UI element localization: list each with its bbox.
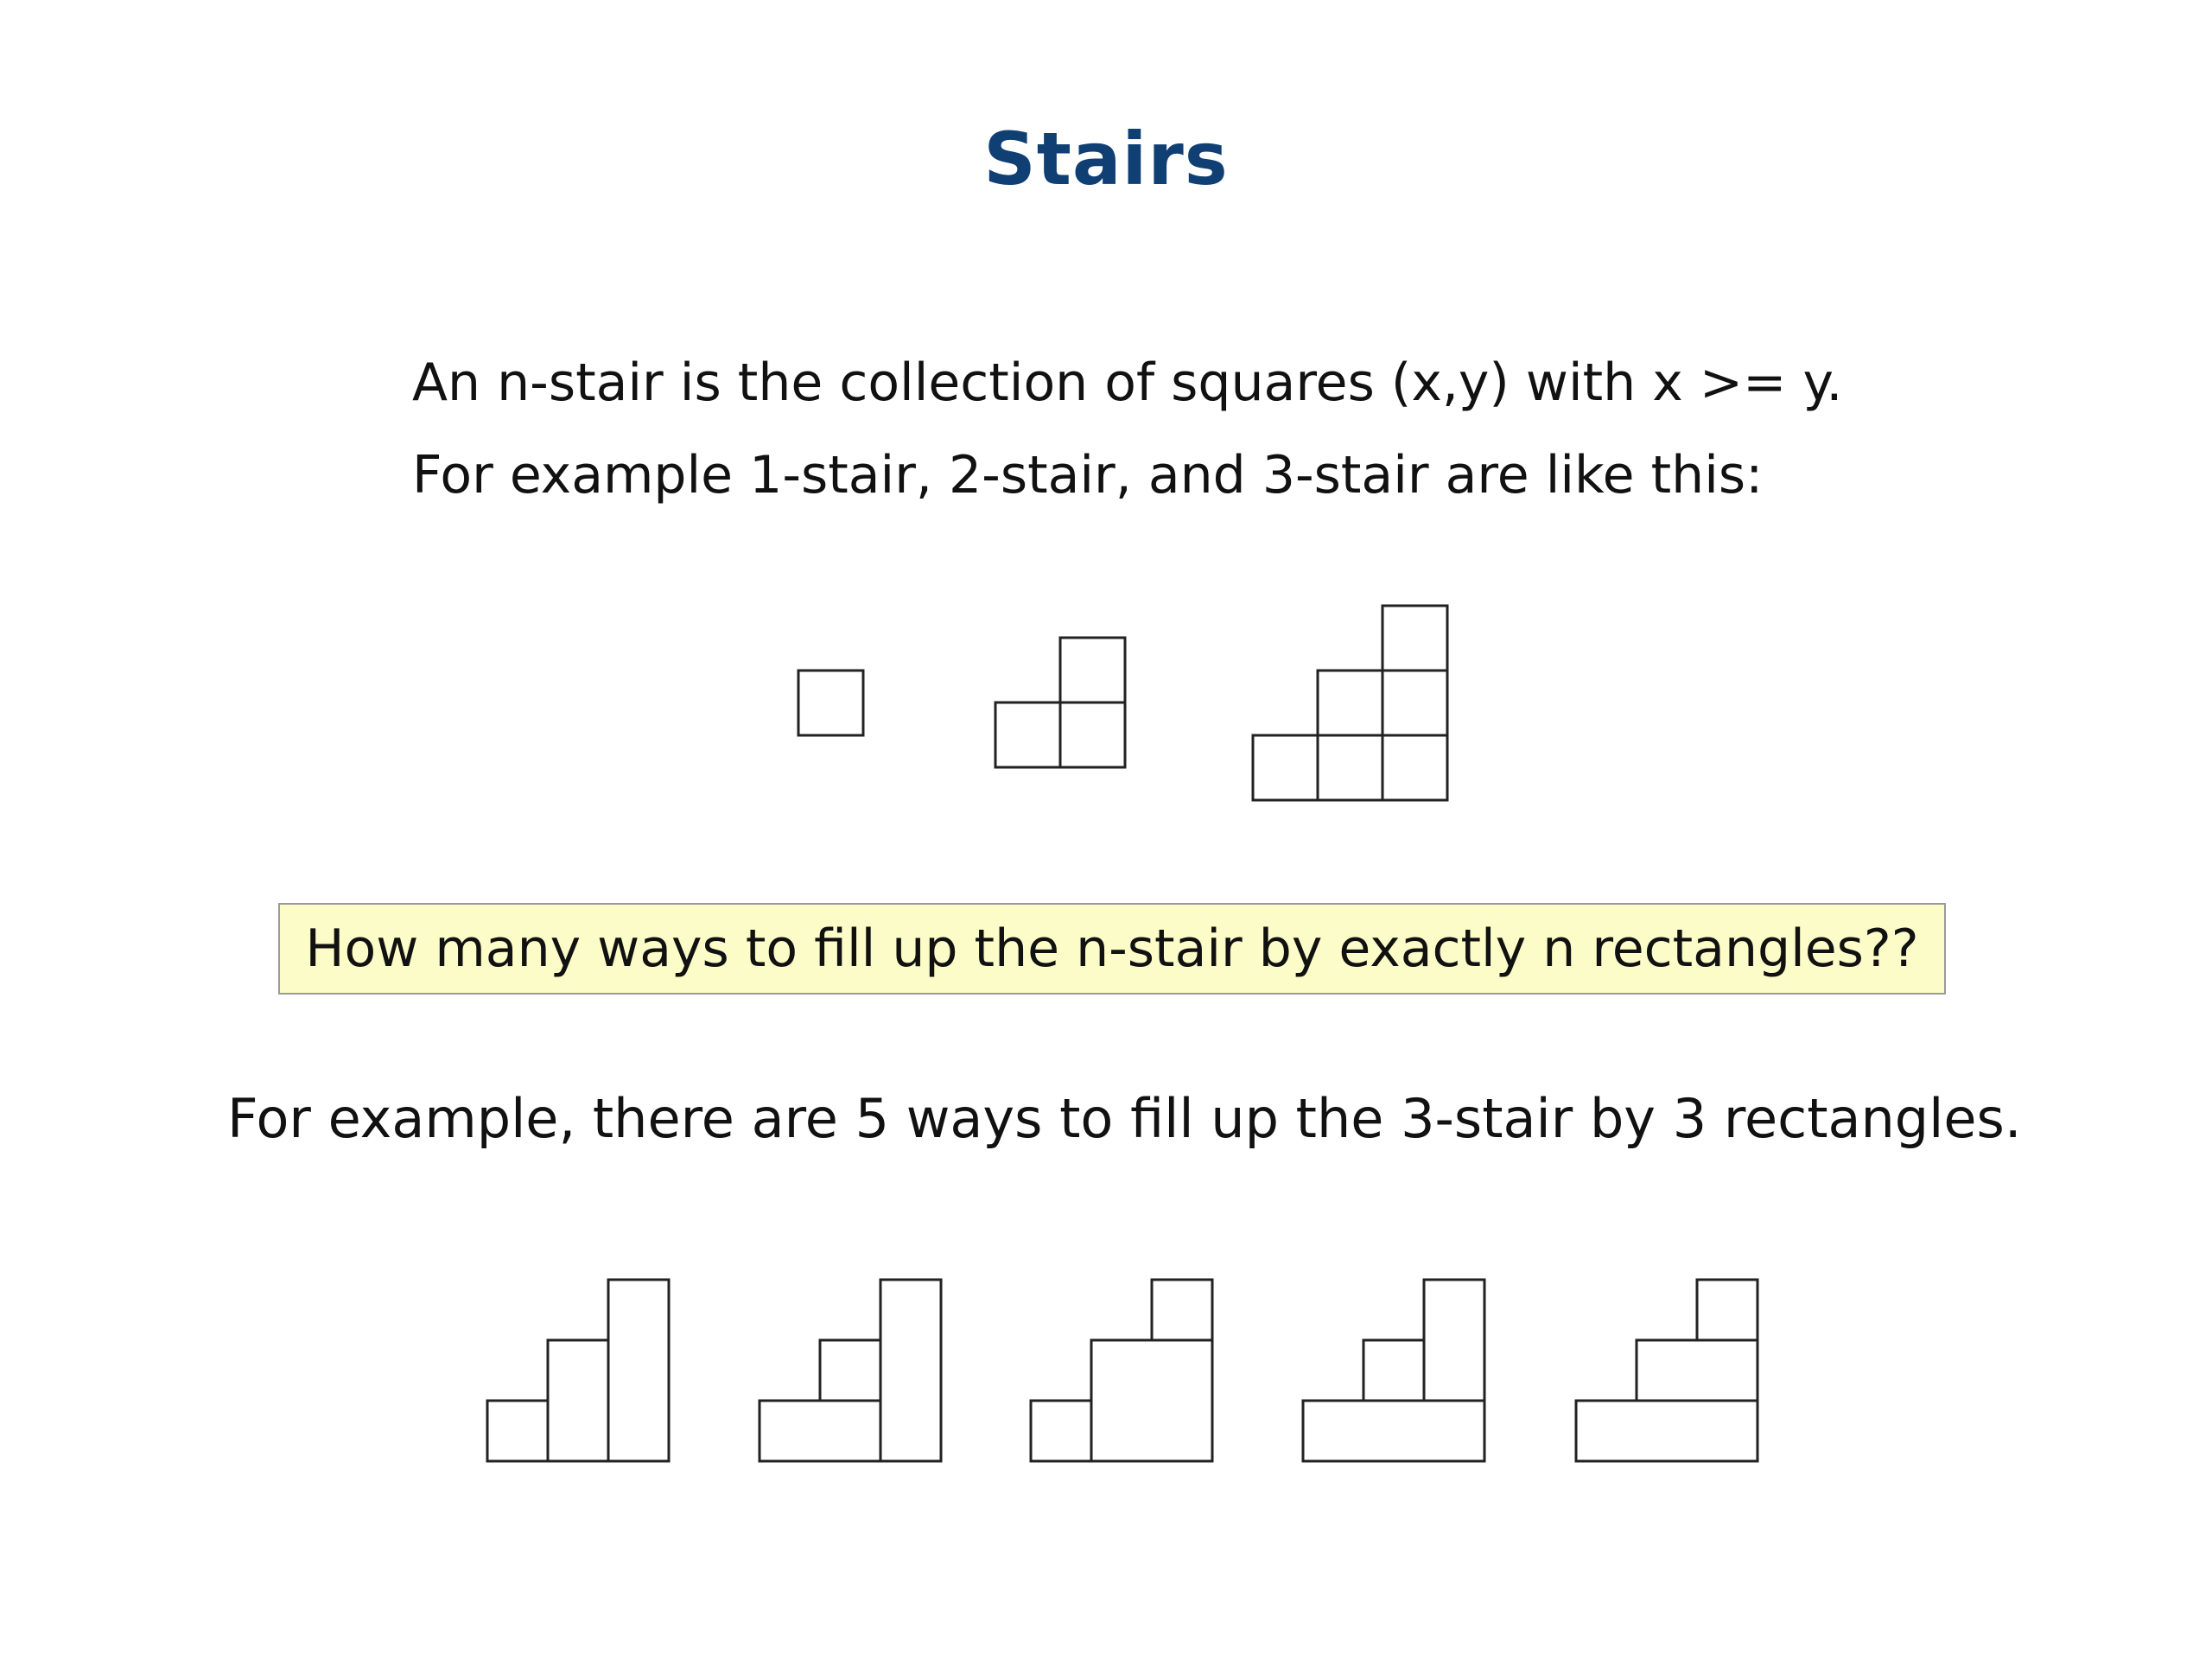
three-stair-figure [1253,606,1447,800]
tiling-rectangle [1424,1280,1484,1401]
definition-text-line-2: For example 1-stair, 2-stair, and 3-stair are like this: [412,445,1764,505]
tiling-rectangle [1637,1340,1758,1401]
slide-title: Stairs [983,117,1229,201]
tiling-2-figure [760,1280,941,1461]
tiling-3-figure [1031,1280,1212,1461]
stair-square [1382,606,1447,671]
tiling-rectangle [820,1340,880,1401]
stair-square [1253,735,1318,800]
tiling-rectangle [1091,1340,1212,1461]
stair-square [1382,671,1447,735]
tiling-rectangle [1576,1401,1758,1461]
tiling-1-figure [487,1280,669,1461]
tiling-rectangle [880,1280,941,1461]
one-stair-figure [798,671,863,735]
tiling-rectangle [1363,1340,1424,1401]
tiling-5-figure [1576,1280,1758,1461]
tiling-rectangle [548,1340,608,1461]
tiling-rectangle [760,1401,880,1461]
stair-square [1060,702,1125,767]
stair-square [995,702,1060,767]
two-stair-figure [995,638,1125,767]
stair-square [1318,671,1382,735]
stair-square [1318,735,1382,800]
tiling-rectangle [1031,1401,1091,1461]
stair-square [1382,735,1447,800]
tiling-rectangle [1303,1401,1484,1461]
stair-square [1060,638,1125,702]
tiling-rectangle [608,1280,669,1461]
tiling-4-figure [1303,1280,1484,1461]
question-text: How many ways to fill up the n-stair by exactly n rectangles?? [305,918,1919,979]
tiling-rectangle [1152,1280,1212,1340]
tiling-rectangle [1697,1280,1758,1340]
stair-square [798,671,863,735]
example-text: For example, there are 5 ways to fill up the 3-stair by 3 rectangles. [227,1087,2022,1150]
question-box [278,903,1946,995]
definition-text-line-1: An n-stair is the collection of squares (x,y) with x >= y. [412,353,1843,413]
tiling-rectangle [487,1401,548,1461]
